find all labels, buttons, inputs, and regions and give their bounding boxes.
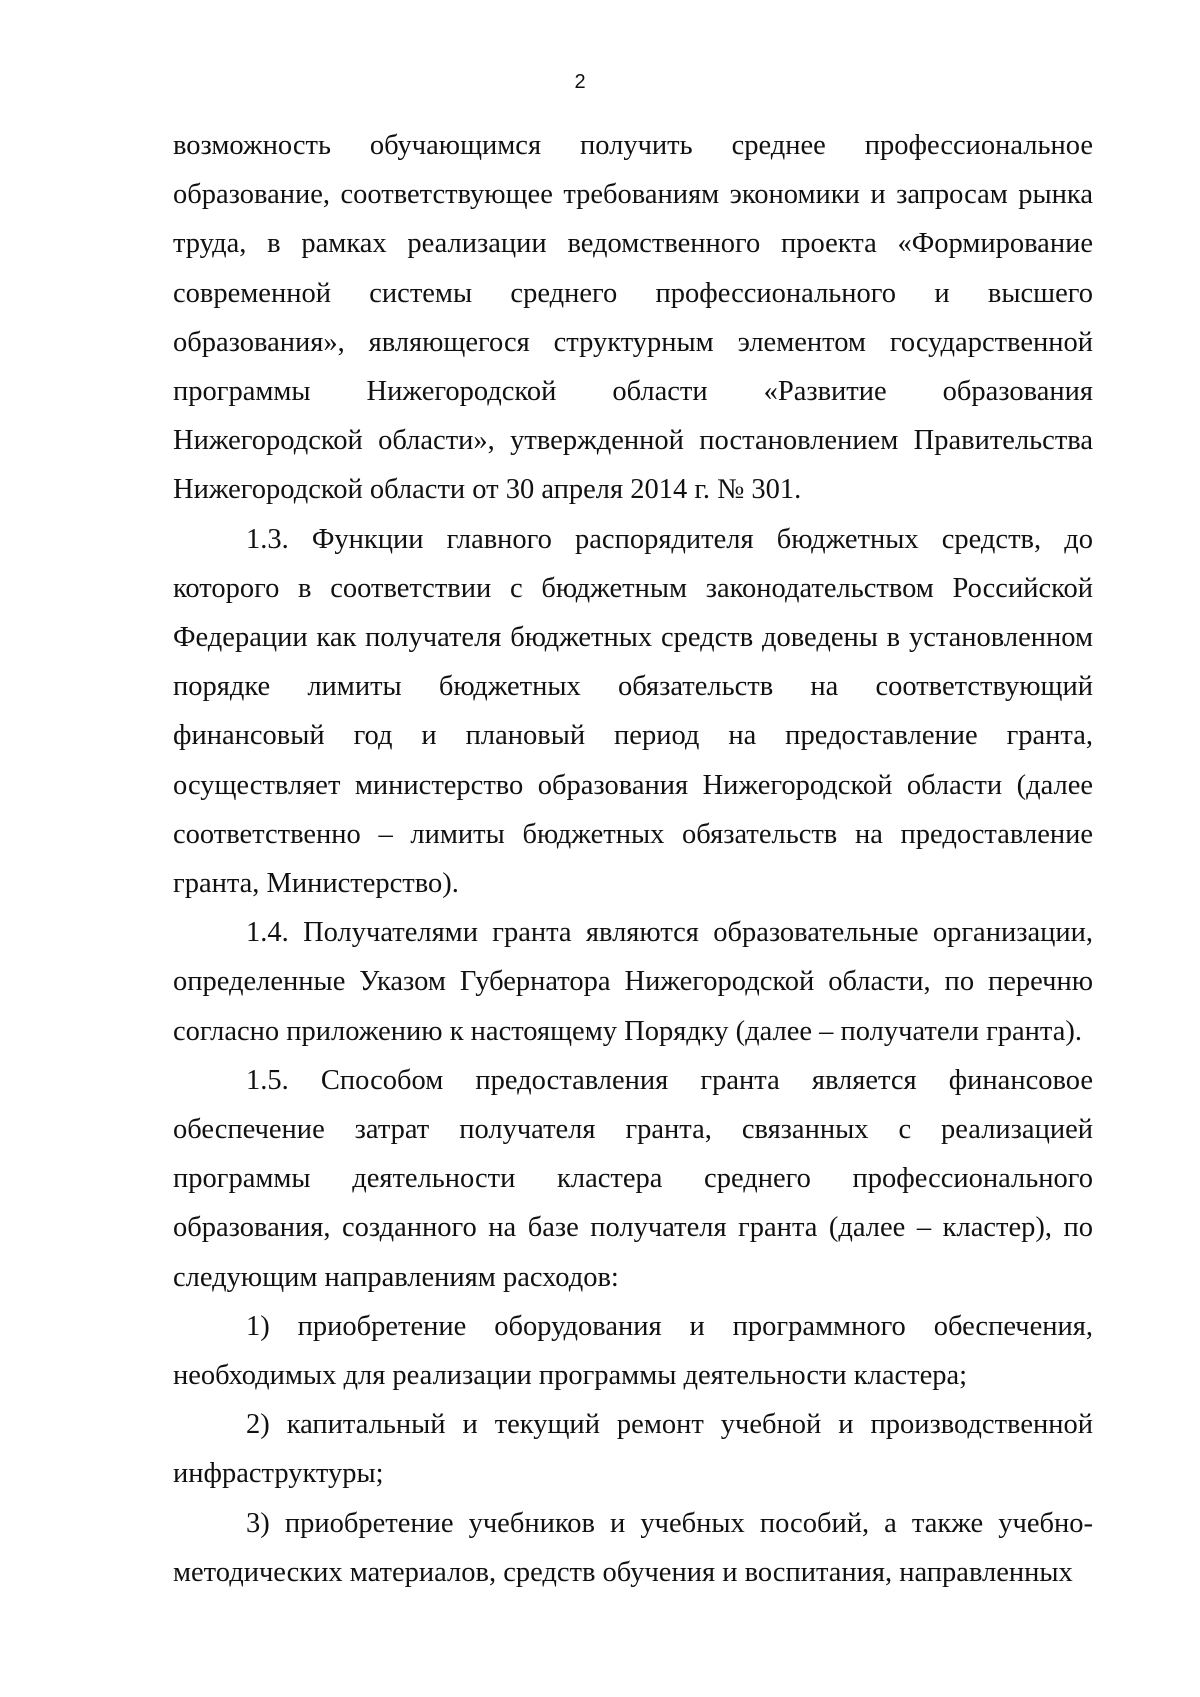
- list-item-3: 3) приобретение учебников и учебных пособий, а также учебно-методических материалов, средств обучения и воспитания, направленных: [173, 1507, 1093, 1588]
- list-item-2: 2) капитальный и текущий ремонт учебной и производственной инфраструктуры;: [173, 1409, 1093, 1490]
- paragraph-1-4: 1.4. Получателями гранта являются образовательные организации, определенные Указом Губернатора Нижегородской области, по перечню согласно приложению к настоящему Порядку (далее – получатели гранта).: [173, 917, 1093, 1047]
- page-number: 2: [574, 71, 586, 93]
- paragraph-1-5: 1.5. Способом предоставления гранта является финансовое обеспечение затрат получателя гранта, связанных с реализацией программы деятельности кластера среднего профессионального образования, созданного на базе получателя гранта (далее – кластер), по следующим направлениям расходов:: [173, 1064, 1093, 1293]
- document-body: [173, 121, 1093, 1597]
- paragraph-1-3: 1.3. Функции главного распорядителя бюджетных средств, до которого в соответствии с бюджетным законодательством Российской Федерации как получателя бюджетных средств доведены в установленном порядке лимиты бюджетных обязательств на соответствующий финансовый год и плановый период на предоставление гранта, осуществляет министерство образования Нижегородской области (далее соответственно – лимиты бюджетных обязательств на предоставление гранта, Министерство).: [173, 523, 1093, 900]
- list-item-1: 1) приобретение оборудования и программного обеспечения, необходимых для реализации программы деятельности кластера;: [173, 1310, 1093, 1392]
- paragraph-continuation: возможность обучающимся получить среднее профессиональное образование, соответствующее требованиям экономики и запросам рынка труда, в рамках реализации ведомственного проекта «Формирование современной системы среднего профессионального и высшего образования», являющегося структурным элементом государственной программы Нижегородской области «Развитие образования Нижегородской области», утвержденной постановлением Правительства Нижегородской области от 30 апреля 2014 г. № 301.: [173, 130, 1093, 506]
